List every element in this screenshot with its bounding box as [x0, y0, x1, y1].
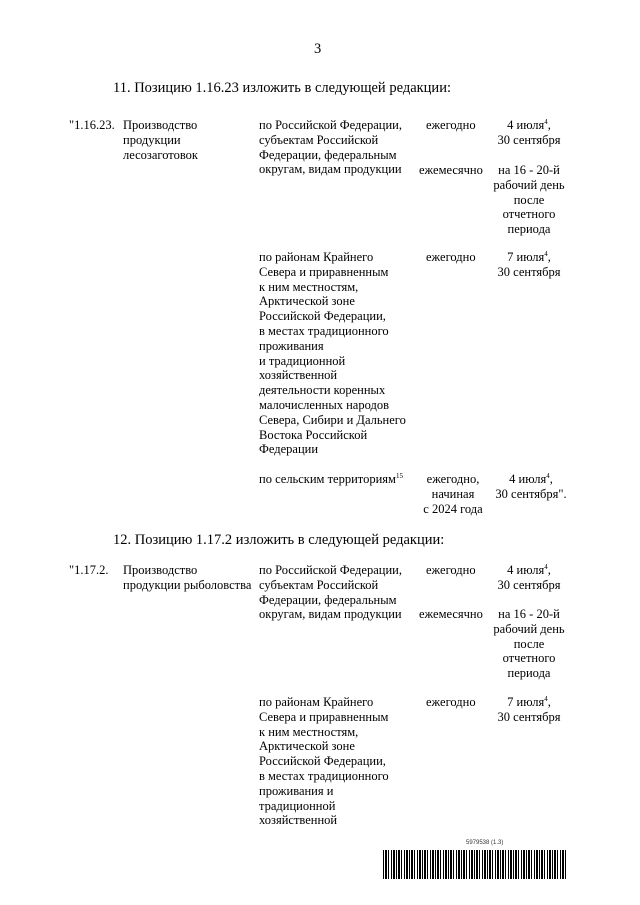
s11-row2-scope: по районам Крайнего Севера и приравненным к ним местностям, Арктической зоне Российской Федерации, в местах традиционного проживания и традиционной хозяйственной деятельности коренных малочисленных народов Севера, Сибири и Дальнего Востока Российской Федерации: [259, 250, 406, 457]
section-11-heading: 11. Позицию 1.16.23 изложить в следующей редакции:: [113, 80, 451, 96]
s12-row1-scope: по Российской Федерации, субъектам Российской Федерации, федеральным округам, видам продукции: [259, 563, 402, 622]
section-12-name: Производство продукции рыболовства: [123, 563, 252, 592]
s11-row3-date1: 4 июля$^4$, 30 сентября".: [495, 471, 567, 501]
section-12-code: "1.17.2.: [69, 563, 109, 577]
s11-row1-date2: на 16 - 20-й рабочий день после отчетного периода: [493, 163, 565, 237]
s12-row2-scope: по районам Крайнего Севера и приравненным к ним местностям, Арктической зоне Российской Федерации, в местах традиционного проживания и традиционной хозяйственной: [259, 695, 389, 828]
s12-row1-date1: 4 июля$^4$, 30 сентября: [497, 562, 561, 592]
section-11-name: Производство продукции лесозаготовок: [123, 118, 198, 162]
s12-row1-period2: ежемесячно: [419, 607, 483, 621]
barcode-number: 5979538 (1.3): [466, 840, 504, 846]
s12-row2-date1: 7 июля$^4$, 30 сентября: [497, 694, 561, 724]
s11-row3-period1: ежегодно, начиная с 2024 года: [423, 472, 483, 516]
barcode: [383, 850, 566, 879]
s11-row1-period2: ежемесячно: [419, 163, 483, 177]
page-number: 3: [314, 41, 322, 57]
s11-row1-date1: 4 июля$^4$, 30 сентября: [497, 117, 561, 147]
s11-row2-date1: 7 июля$^4$, 30 сентября: [497, 249, 561, 279]
s11-row3-scope: по сельским территориям$^{15}$: [259, 471, 403, 486]
section-11-code: "1.16.23.: [69, 118, 115, 132]
s11-row1-period1: ежегодно: [426, 118, 476, 132]
s12-row1-date2: на 16 - 20-й рабочий день после отчетного периода: [493, 607, 565, 681]
section-12-heading: 12. Позицию 1.17.2 изложить в следующей редакции:: [113, 532, 445, 548]
s12-row2-period1: ежегодно: [426, 695, 476, 709]
s11-row1-scope: по Российской Федерации, субъектам Российской Федерации, федеральным округам, видам продукции: [259, 118, 402, 177]
s12-row1-period1: ежегодно: [426, 563, 476, 577]
s11-row2-period1: ежегодно: [426, 250, 476, 264]
